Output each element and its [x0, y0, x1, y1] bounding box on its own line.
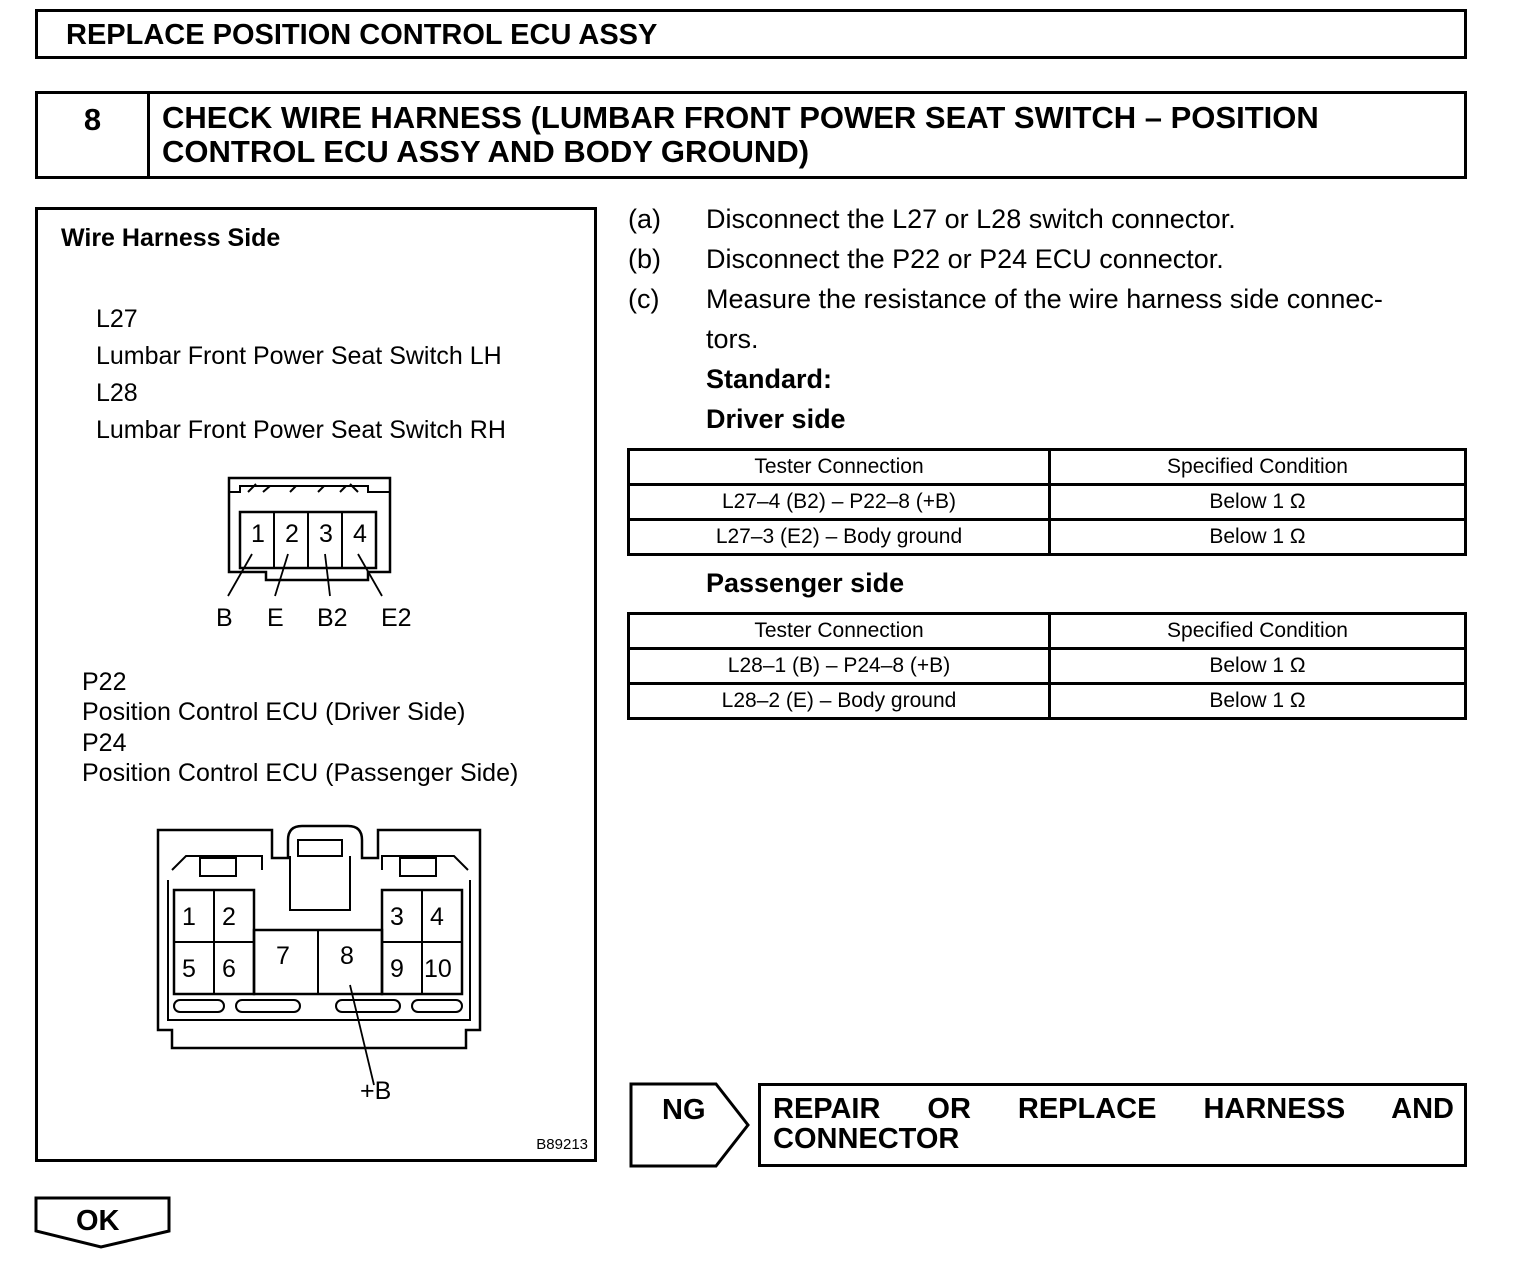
table-cell: Below 1 Ω	[1050, 485, 1466, 520]
ng-action-box	[758, 1083, 1467, 1167]
step-marker-a: (a)	[628, 204, 661, 234]
table-header-row	[629, 450, 1466, 485]
switch-pin-3: 3	[319, 520, 333, 548]
step-text-c-line-2: tors.	[706, 324, 759, 354]
step-title-line-2: CONTROL ECU ASSY AND BODY GROUND)	[162, 134, 810, 169]
switch-label-lh: Lumbar Front Power Seat Switch LH	[96, 342, 502, 370]
ecu-pin-6: 6	[222, 955, 236, 983]
switch-connector-diagram	[218, 470, 418, 610]
ecu-pin-3: 3	[390, 903, 404, 931]
column-header: Specified Condition	[1050, 614, 1466, 649]
step-header	[35, 91, 1467, 179]
switch-label-rh: Lumbar Front Power Seat Switch RH	[96, 416, 506, 444]
terminal-b2: B2	[317, 604, 348, 632]
terminal-b: B	[216, 604, 233, 632]
figure-code: B89213	[536, 1136, 588, 1153]
ecu-pin-7: 7	[276, 942, 290, 970]
ecu-pin-1: 1	[182, 903, 196, 931]
ng-action-line-1: REPAIR OR REPLACE HARNESS AND	[773, 1093, 1454, 1125]
table-row	[629, 520, 1466, 555]
ok-label: OK	[76, 1205, 120, 1237]
ecu-label-p24: P24	[82, 729, 127, 757]
passenger-spec-table	[627, 612, 1467, 720]
ecu-pin-4: 4	[430, 903, 444, 931]
step-title	[162, 101, 1444, 169]
step-text-c-line-1: Measure the resistance of the wire harness side connec-	[706, 284, 1383, 314]
ecu-label-p22: P22	[82, 668, 127, 696]
standard-label: Standard:	[706, 364, 833, 394]
table-cell: L28–1 (B) – P24–8 (+B)	[629, 649, 1050, 684]
table-cell: Below 1 Ω	[1050, 684, 1466, 719]
title-bar	[35, 9, 1467, 59]
driver-spec-table	[627, 448, 1467, 556]
switch-pin-4: 4	[353, 520, 367, 548]
switch-pin-2: 2	[285, 520, 299, 548]
ecu-label-passenger: Position Control ECU (Passenger Side)	[82, 759, 519, 787]
step-text-a: Disconnect the L27 or L28 switch connector.	[706, 204, 1236, 234]
table-cell: Below 1 Ω	[1050, 520, 1466, 555]
table-cell: L28–2 (E) – Body ground	[629, 684, 1050, 719]
table-cell: L27–4 (B2) – P22–8 (+B)	[629, 485, 1050, 520]
step-number: 8	[38, 94, 150, 176]
driver-side-label: Driver side	[706, 404, 846, 434]
column-header: Tester Connection	[629, 450, 1050, 485]
table-row	[629, 649, 1466, 684]
wire-harness-figure	[35, 207, 597, 1162]
ng-action-text	[773, 1094, 1454, 1154]
ecu-pin-9: 9	[390, 955, 404, 983]
passenger-side-label: Passenger side	[706, 568, 905, 598]
terminal-e2: E2	[381, 604, 412, 632]
table-header-row	[629, 614, 1466, 649]
table-cell: L27–3 (E2) – Body ground	[629, 520, 1050, 555]
ecu-pin-2: 2	[222, 903, 236, 931]
ecu-pin-10: 10	[424, 955, 452, 983]
table-row	[629, 485, 1466, 520]
step-text-b: Disconnect the P22 or P24 ECU connector.	[706, 244, 1224, 274]
switch-pin-1: 1	[251, 520, 265, 548]
ecu-pin-5: 5	[182, 955, 196, 983]
table-row	[629, 684, 1466, 719]
step-marker-b: (b)	[628, 244, 661, 274]
step-title-line-1: CHECK WIRE HARNESS (LUMBAR FRONT POWER SEAT SWITCH – POSITION	[162, 100, 1319, 135]
switch-label-l28: L28	[96, 379, 138, 407]
switch-label-l27: L27	[96, 305, 138, 333]
ng-label: NG	[662, 1094, 706, 1126]
column-header: Tester Connection	[629, 614, 1050, 649]
ng-action-line-2: CONNECTOR	[773, 1123, 960, 1155]
step-marker-c: (c)	[628, 284, 660, 314]
terminal-plus-b: +B	[360, 1077, 392, 1105]
page-title: REPLACE POSITION CONTROL ECU ASSY	[66, 19, 658, 51]
table-cell: Below 1 Ω	[1050, 649, 1466, 684]
terminal-e: E	[267, 604, 284, 632]
ecu-pin-8: 8	[340, 942, 354, 970]
figure-heading: Wire Harness Side	[61, 224, 281, 252]
column-header: Specified Condition	[1050, 450, 1466, 485]
ecu-label-driver: Position Control ECU (Driver Side)	[82, 698, 466, 726]
